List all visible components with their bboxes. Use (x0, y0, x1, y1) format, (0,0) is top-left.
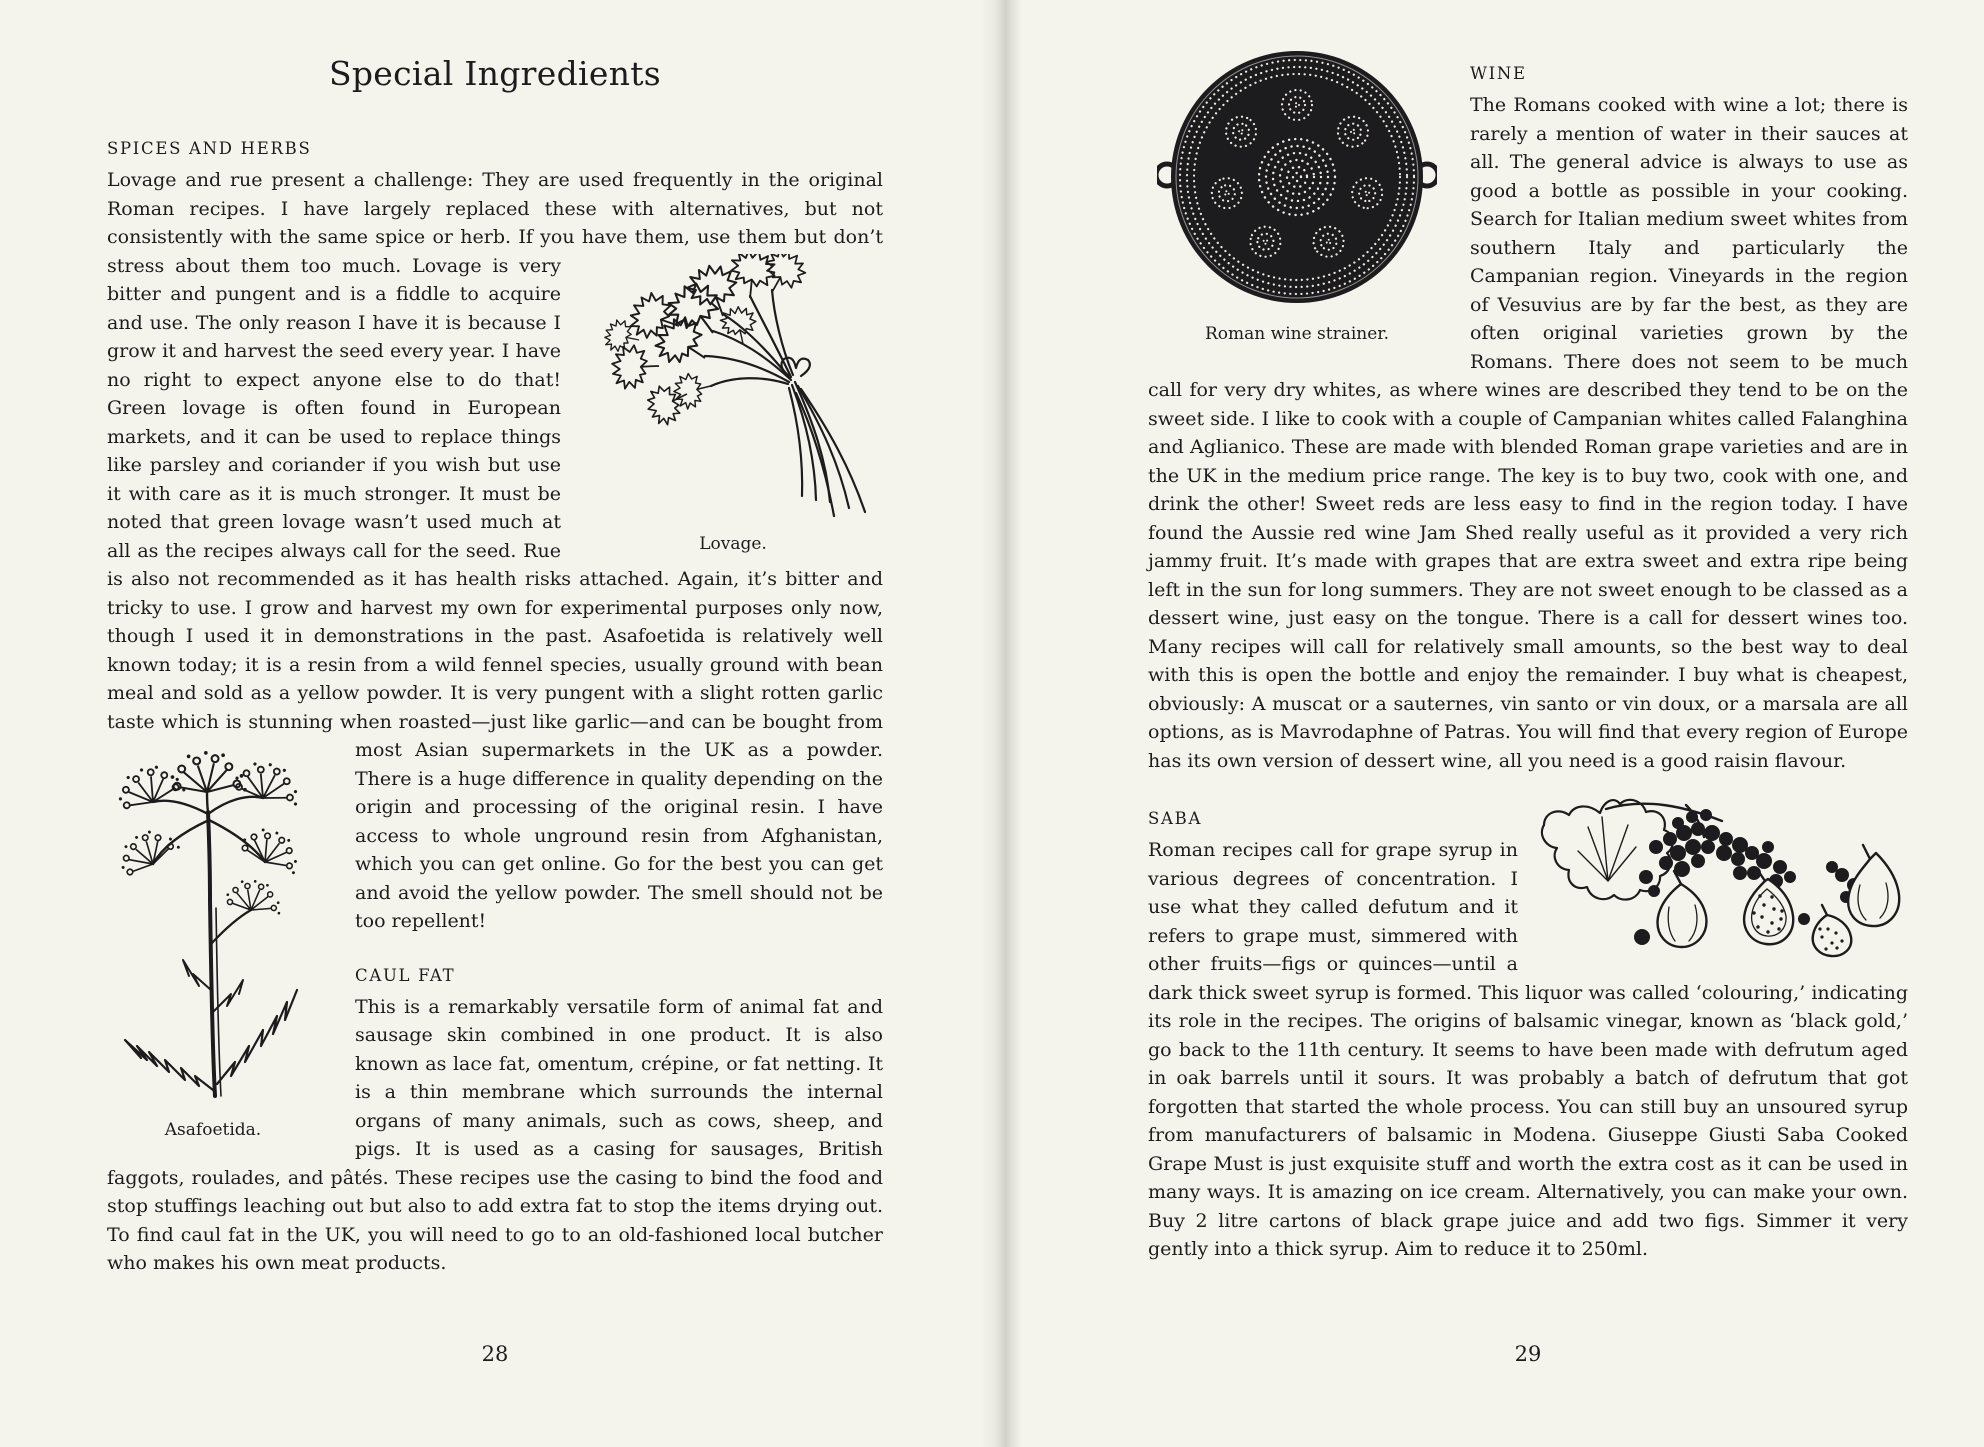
wine-paragraph: The Romans cooked with wine a lot; there is rarely a mention of water in their sauces at all. The general advice is always to use as good a bottle as possible in your cooking. Search for Italian medium sweet whites from southern Italy and particularly the Campanian region. Vineyards in the region of Vesuvius are by far the best, as they are often original varieties grown by the Romans. There does not seem to be much call for very dry whites, as where wines are described they tend to be on the sweet side. I like to cook with a couple of Campanian whites called Falanghina and Aglianico. These are made with blended Roman grape varieties and are in the UK in the medium price range. The key is to buy two, cook with one, and drink the other! Sweet reds are less easy to find in the region today. I have found the Aussie red wine Jam Shed really useful as it provided a very rich jammy fruit. It’s made with grapes that are extra sweet and extra ripe being left in the sun for long summers. They are not sweet enough to be classed as a dessert wine, just easy on the tongue. There is a call for dessert wines too. Many recipes will call for relatively small amounts, so the best way to deal with this is open the bottle and enjoy the remainder. I buy what is cheapest, obviously: A muscat or a sauternes, vin santo or vin doux, or a marsala are all options, as is Mavrodaphne of Patras. You will find that every region of Europe has its own version of dessert wine, all you need is a good raisin flavour. (1148, 94, 1908, 772)
saba-paragraph: Roman recipes call for grape syrup in various degrees of concentration. I use what they called defutum and it refers to grape must, simmered with other fruits—figs or quinces—until a dark thick sweet syrup is formed. This liquor was called ‘colouring,’ indicating its role in the recipes. The origins of balsamic vinegar, known as ‘black gold,’ go back to the 11th century. It seems to have been made with defrutum aged in oak barrels until it sours. It was probably a batch of defrutum that got forgotten that started the whole process. You can still buy an unsoured syrup from manufacturers of balsamic in Modena. Giuseppe Giusti Saba Cooked Grape Must is just exquisite stuff and worth the extra cost as it can be used in many ways. It is amazing on ice cream. Alternatively, you can make your own. Buy 2 litre cartons of black grape juice and add two figs. Simmer it very gently into a thick syrup. Aim to reduce it to 250ml. (1148, 839, 1908, 1260)
wine-strainer-illustration (1157, 38, 1437, 316)
lovage-figure (583, 254, 883, 555)
heading-wine: WINE (1470, 64, 1527, 83)
asafoetida-figure (107, 740, 319, 1141)
lovage-caption: Lovage. (699, 533, 767, 554)
chapter-title: Special Ingredients (328, 54, 662, 93)
lovage-illustration (583, 254, 883, 526)
figs-grapes-illustration (1536, 791, 1908, 971)
book-gutter-shadow (980, 0, 1024, 1447)
wine-strainer-caption: Roman wine strainer. (1205, 324, 1389, 344)
heading-caul-fat: CAUL FAT (355, 965, 456, 985)
page-number-right: 29 (1514, 1342, 1542, 1366)
wine-strainer-figure (1148, 38, 1446, 345)
asafoetida-illustration (111, 740, 316, 1112)
page-left (107, 44, 883, 1278)
caul-fat-paragraph: This is a remarkably versatile form of animal fat and sausage skin combined in one product. It is also known as lace fat, omentum, crépine, or fat netting. It is a thin membrane which surrounds the internal organs of many animals, such as cows, sheep, and pigs. It is used as a casing for sausages, British faggots, roulades, and pâtés. These recipes use the casing to bind the food and stop stuffings leaching out but also to add extra fat to stop the items drying out. To find caul fat in the UK, you will need to go to an old-fashioned local butcher who makes his own meat products. (107, 995, 883, 1274)
figs-grapes-figure (1536, 791, 1908, 971)
heading-spices-and-herbs: SPICES AND HERBS (107, 139, 312, 158)
spices-text-1: Lovage and rue present a challenge: They are used frequently in the original Roman recipes. I have largely replaced these with alternatives, but not consistently with the same spice or herb. If you have them, use them but don’t (107, 169, 883, 248)
asafoetida-caption: Asafoetida. (164, 1120, 262, 1140)
spices-text-2: stress about them too much. Lovage is very bitter and pungent and is a fiddle to acquire and use. The only reason I have it is because I grow it and harvest the seed every year. I have no right to expect anyone else to do that! Green lovage is often found in European markets, and it can be used to replace things like parsley and coriander if you wish but use it with care as it is much stronger. It must be noted that green lovage wasn’t used much at all as the recipes always call for the seed. Rue is also not recommended as it has health risks attached. Again, it’s bitter and tricky to use. I grow and harvest my own for experimental purposes only now, though I used it in demonstrations in the past. Asafoetida is relatively well known today; it is a resin from a wild fennel species, usually ground with bean meal and sold as a yellow powder. It is very pungent with a slight rotten garlic taste which is stunning when roasted—just like garlic—and (107, 254, 883, 733)
page-number-left: 28 (481, 1342, 509, 1366)
spices-text-3: can be bought from most Asian supermarkets in the UK as a powder. There is a huge difference in quality depending on the origin and processing of the original resin. I have access to whole unground resin from Afghanistan, which you can get online. Go for the best you can get and avoid the yellow powder. The smell should not be too repellent! (355, 710, 883, 932)
page-right (1148, 38, 1908, 1264)
heading-saba: SABA (1148, 809, 1203, 828)
